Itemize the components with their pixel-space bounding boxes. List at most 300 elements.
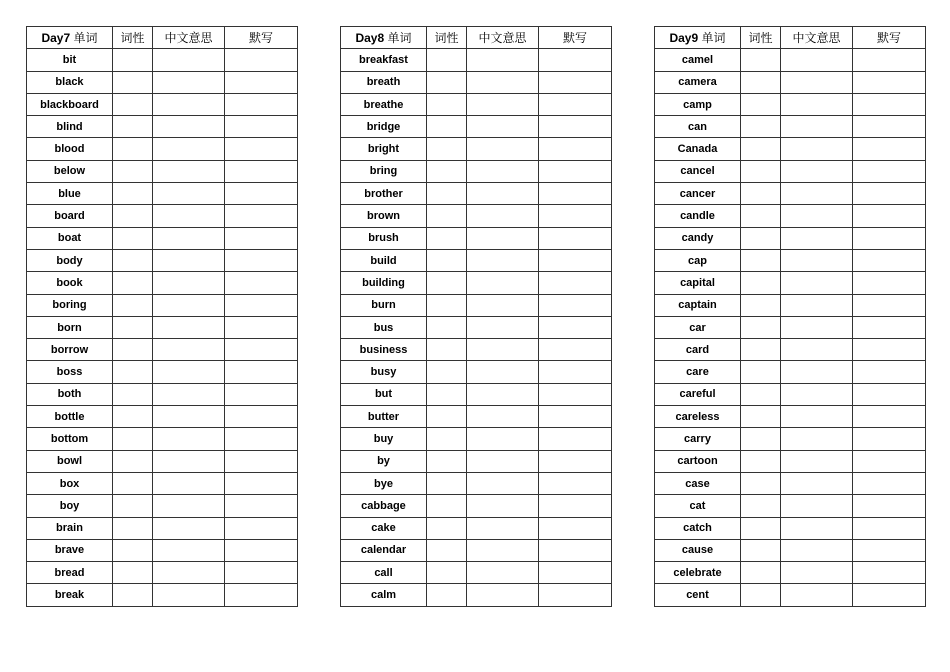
pos-cell [741, 539, 781, 561]
pos-cell [113, 406, 153, 428]
dictation-cell [539, 71, 612, 93]
pos-cell [427, 93, 467, 115]
meaning-cell [781, 339, 853, 361]
word-cell: board [27, 205, 113, 227]
meaning-cell [781, 49, 853, 71]
word-cell: build [341, 249, 427, 271]
table-row [655, 339, 926, 361]
table-row [341, 428, 612, 450]
meaning-cell [467, 183, 539, 205]
pos-cell [427, 450, 467, 472]
table-row [655, 517, 926, 539]
meaning-cell [467, 562, 539, 584]
meaning-cell [467, 584, 539, 606]
meaning-cell [467, 160, 539, 182]
dictation-cell [225, 93, 298, 115]
pos-cell [741, 49, 781, 71]
word-cell: celebrate [655, 562, 741, 584]
dictation-column-header: 默写 [225, 27, 298, 49]
dictation-cell [853, 272, 926, 294]
pos-cell [427, 116, 467, 138]
word-cell: boss [27, 361, 113, 383]
meaning-cell [467, 93, 539, 115]
dictation-cell [225, 539, 298, 561]
dictation-cell [225, 205, 298, 227]
dictation-cell [853, 71, 926, 93]
dictation-cell [853, 495, 926, 517]
dictation-cell [853, 406, 926, 428]
dictation-cell [539, 383, 612, 405]
table-row [655, 71, 926, 93]
meaning-cell [467, 472, 539, 494]
pos-cell [741, 406, 781, 428]
word-cell: blackboard [27, 93, 113, 115]
dictation-cell [539, 160, 612, 182]
word-cell: born [27, 316, 113, 338]
word-cell: business [341, 339, 427, 361]
dictation-cell [225, 339, 298, 361]
dictation-column-header: 默写 [539, 27, 612, 49]
meaning-cell [467, 428, 539, 450]
pos-cell [113, 71, 153, 93]
meaning-cell [467, 272, 539, 294]
word-cell: bit [27, 49, 113, 71]
table-row [341, 138, 612, 160]
meaning-cell [781, 472, 853, 494]
pos-column-header: 词性 [741, 27, 781, 49]
pos-cell [427, 294, 467, 316]
word-cell: borrow [27, 339, 113, 361]
pos-cell [427, 361, 467, 383]
meaning-cell [781, 160, 853, 182]
word-cell: both [27, 383, 113, 405]
word-cell: book [27, 272, 113, 294]
pos-cell [427, 205, 467, 227]
pos-cell [427, 316, 467, 338]
pos-cell [741, 383, 781, 405]
dictation-cell [539, 227, 612, 249]
word-cell: but [341, 383, 427, 405]
meaning-cell [467, 294, 539, 316]
meaning-cell [781, 138, 853, 160]
dictation-cell [539, 93, 612, 115]
word-cell: carry [655, 428, 741, 450]
word-cell: calm [341, 584, 427, 606]
pos-cell [113, 160, 153, 182]
word-cell: brother [341, 183, 427, 205]
pos-cell [427, 160, 467, 182]
word-cell: Canada [655, 138, 741, 160]
pos-cell [741, 316, 781, 338]
pos-cell [427, 249, 467, 271]
dictation-cell [225, 472, 298, 494]
table-row [655, 472, 926, 494]
meaning-cell [153, 71, 225, 93]
word-cell: brain [27, 517, 113, 539]
pos-cell [113, 472, 153, 494]
table-row [655, 116, 926, 138]
meaning-cell [153, 539, 225, 561]
table-row [27, 339, 298, 361]
table-row [655, 205, 926, 227]
word-cell: case [655, 472, 741, 494]
table-row [655, 93, 926, 115]
word-cell: busy [341, 361, 427, 383]
dictation-cell [539, 517, 612, 539]
word-cell: break [27, 584, 113, 606]
table-row [27, 272, 298, 294]
meaning-cell [467, 316, 539, 338]
word-column-header [341, 27, 427, 49]
pos-cell [427, 517, 467, 539]
word-cell: cancer [655, 183, 741, 205]
table-row [341, 116, 612, 138]
meaning-cell [153, 294, 225, 316]
dictation-cell [853, 249, 926, 271]
word-cell: cap [655, 249, 741, 271]
dictation-cell [853, 339, 926, 361]
dictation-cell [853, 450, 926, 472]
meaning-cell [781, 361, 853, 383]
table-row [27, 383, 298, 405]
table-row [341, 584, 612, 606]
word-column-header [27, 27, 113, 49]
meaning-cell [781, 428, 853, 450]
dictation-cell [853, 138, 926, 160]
pos-cell [113, 249, 153, 271]
pos-cell [741, 160, 781, 182]
pos-cell [741, 472, 781, 494]
pos-cell [113, 428, 153, 450]
meaning-cell [467, 361, 539, 383]
table-row [655, 450, 926, 472]
table-row [655, 160, 926, 182]
word-cell: breathe [341, 93, 427, 115]
pos-cell [427, 49, 467, 71]
dictation-cell [225, 406, 298, 428]
pos-cell [741, 71, 781, 93]
meaning-cell [781, 294, 853, 316]
pos-cell [113, 584, 153, 606]
dictation-cell [225, 183, 298, 205]
word-cell: body [27, 249, 113, 271]
meaning-cell [467, 495, 539, 517]
dictation-cell [853, 294, 926, 316]
day-label: Day9 [669, 30, 699, 45]
pos-cell [427, 539, 467, 561]
word-cell: blood [27, 138, 113, 160]
table-row [655, 495, 926, 517]
meaning-cell [467, 116, 539, 138]
pos-cell [427, 71, 467, 93]
table-row [27, 406, 298, 428]
table-row [341, 294, 612, 316]
word-cell: below [27, 160, 113, 182]
meaning-cell [153, 93, 225, 115]
dictation-cell [853, 316, 926, 338]
dictation-cell [539, 294, 612, 316]
header-row [655, 27, 926, 49]
meaning-cell [467, 227, 539, 249]
dictation-cell [539, 205, 612, 227]
dictation-cell [225, 584, 298, 606]
table-row [341, 227, 612, 249]
dictation-cell [225, 428, 298, 450]
dictation-cell [225, 71, 298, 93]
word-cell: careful [655, 383, 741, 405]
word-cell: box [27, 472, 113, 494]
table-row [27, 495, 298, 517]
word-cell: cake [341, 517, 427, 539]
word-header-label: 单词 [387, 30, 412, 45]
dictation-cell [853, 49, 926, 71]
table-row [655, 272, 926, 294]
pos-cell [427, 183, 467, 205]
pos-cell [113, 361, 153, 383]
table-row [655, 562, 926, 584]
word-cell: blue [27, 183, 113, 205]
word-header-label: 单词 [701, 30, 726, 45]
table-row [27, 539, 298, 561]
word-cell: bus [341, 316, 427, 338]
meaning-cell [153, 406, 225, 428]
pos-cell [741, 272, 781, 294]
table-row [341, 93, 612, 115]
pos-cell [741, 584, 781, 606]
word-cell: catch [655, 517, 741, 539]
meaning-cell [153, 160, 225, 182]
dictation-cell [853, 562, 926, 584]
dictation-cell [539, 428, 612, 450]
table-row [341, 383, 612, 405]
word-cell: cause [655, 539, 741, 561]
pos-column-header: 词性 [113, 27, 153, 49]
meaning-cell [781, 450, 853, 472]
vocab-table-day8 [340, 26, 612, 607]
pos-cell [113, 539, 153, 561]
pos-cell [741, 495, 781, 517]
meaning-cell [153, 562, 225, 584]
word-cell: buy [341, 428, 427, 450]
meaning-cell [153, 49, 225, 71]
word-cell: card [655, 339, 741, 361]
meaning-cell [467, 49, 539, 71]
word-cell: cartoon [655, 450, 741, 472]
dictation-cell [853, 160, 926, 182]
dictation-cell [225, 562, 298, 584]
meaning-cell [467, 339, 539, 361]
meaning-cell [153, 249, 225, 271]
word-cell: cent [655, 584, 741, 606]
dictation-cell [225, 361, 298, 383]
dictation-cell [225, 49, 298, 71]
dictation-cell [853, 227, 926, 249]
word-cell: boat [27, 227, 113, 249]
table-row [27, 227, 298, 249]
table-row [27, 450, 298, 472]
dictation-cell [225, 294, 298, 316]
word-cell: bridge [341, 116, 427, 138]
meaning-cell [781, 93, 853, 115]
word-cell: candle [655, 205, 741, 227]
meaning-cell [153, 584, 225, 606]
pos-cell [113, 205, 153, 227]
meaning-cell [467, 517, 539, 539]
dictation-cell [853, 183, 926, 205]
table-row [341, 495, 612, 517]
dictation-cell [225, 138, 298, 160]
meaning-cell [781, 71, 853, 93]
day-label: Day7 [41, 30, 71, 45]
meaning-column-header: 中文意思 [153, 27, 225, 49]
table-row [341, 517, 612, 539]
table-row [655, 49, 926, 71]
pos-cell [113, 517, 153, 539]
header-row [341, 27, 612, 49]
dictation-cell [539, 339, 612, 361]
meaning-column-header: 中文意思 [781, 27, 853, 49]
dictation-cell [853, 517, 926, 539]
dictation-cell [539, 272, 612, 294]
dictation-cell [539, 361, 612, 383]
table-row [341, 562, 612, 584]
word-cell: boring [27, 294, 113, 316]
table-row [27, 316, 298, 338]
meaning-cell [781, 495, 853, 517]
table-row [655, 138, 926, 160]
dictation-cell [225, 227, 298, 249]
dictation-cell [853, 116, 926, 138]
word-cell: blind [27, 116, 113, 138]
table-row [341, 160, 612, 182]
pos-cell [741, 428, 781, 450]
dictation-cell [539, 562, 612, 584]
word-cell: brown [341, 205, 427, 227]
dictation-cell [225, 316, 298, 338]
pos-cell [113, 562, 153, 584]
meaning-cell [781, 517, 853, 539]
pos-cell [113, 339, 153, 361]
dictation-cell [539, 406, 612, 428]
table-row [341, 49, 612, 71]
table-row [27, 160, 298, 182]
header-row [27, 27, 298, 49]
table-row [27, 428, 298, 450]
table-row [655, 361, 926, 383]
pos-cell [741, 361, 781, 383]
meaning-cell [781, 249, 853, 271]
pos-cell [427, 383, 467, 405]
word-cell: brave [27, 539, 113, 561]
word-cell: boy [27, 495, 113, 517]
table-row [27, 183, 298, 205]
dictation-cell [853, 93, 926, 115]
meaning-cell [467, 383, 539, 405]
pos-cell [113, 93, 153, 115]
word-cell: brush [341, 227, 427, 249]
word-cell: calendar [341, 539, 427, 561]
table-row [341, 472, 612, 494]
pos-cell [741, 93, 781, 115]
table-row [341, 183, 612, 205]
pos-cell [427, 339, 467, 361]
dictation-cell [225, 160, 298, 182]
table-row [27, 584, 298, 606]
table-row [341, 205, 612, 227]
dictation-cell [539, 249, 612, 271]
meaning-cell [467, 71, 539, 93]
word-cell: black [27, 71, 113, 93]
word-cell: bottle [27, 406, 113, 428]
meaning-cell [781, 406, 853, 428]
table-row [655, 316, 926, 338]
table-row [27, 205, 298, 227]
meaning-cell [153, 517, 225, 539]
pos-cell [741, 339, 781, 361]
table-row [27, 93, 298, 115]
word-cell: bye [341, 472, 427, 494]
pos-cell [113, 227, 153, 249]
dictation-cell [853, 584, 926, 606]
pos-cell [741, 450, 781, 472]
dictation-cell [539, 183, 612, 205]
meaning-cell [153, 205, 225, 227]
pos-cell [741, 116, 781, 138]
pos-cell [113, 138, 153, 160]
meaning-cell [781, 562, 853, 584]
meaning-cell [467, 138, 539, 160]
pos-cell [741, 183, 781, 205]
pos-cell [741, 227, 781, 249]
pos-cell [113, 272, 153, 294]
dictation-cell [853, 361, 926, 383]
table-row [27, 294, 298, 316]
table-row [341, 539, 612, 561]
pos-cell [427, 472, 467, 494]
meaning-cell [781, 116, 853, 138]
meaning-cell [781, 316, 853, 338]
table-row [655, 183, 926, 205]
vocab-table-day9 [654, 26, 926, 607]
word-cell: candy [655, 227, 741, 249]
dictation-cell [225, 517, 298, 539]
dictation-cell [539, 138, 612, 160]
meaning-cell [153, 450, 225, 472]
word-cell: breakfast [341, 49, 427, 71]
table-row [341, 71, 612, 93]
word-cell: captain [655, 294, 741, 316]
word-cell: can [655, 116, 741, 138]
dictation-cell [539, 316, 612, 338]
dictation-cell [539, 495, 612, 517]
word-cell: care [655, 361, 741, 383]
meaning-cell [781, 272, 853, 294]
table-row [27, 49, 298, 71]
word-cell: burn [341, 294, 427, 316]
meaning-cell [153, 227, 225, 249]
word-cell: bottom [27, 428, 113, 450]
meaning-cell [781, 539, 853, 561]
dictation-cell [225, 249, 298, 271]
table-row [655, 539, 926, 561]
pos-cell [113, 495, 153, 517]
table-row [27, 472, 298, 494]
pos-cell [427, 406, 467, 428]
meaning-cell [153, 316, 225, 338]
meaning-cell [153, 339, 225, 361]
dictation-cell [853, 383, 926, 405]
pos-cell [741, 517, 781, 539]
